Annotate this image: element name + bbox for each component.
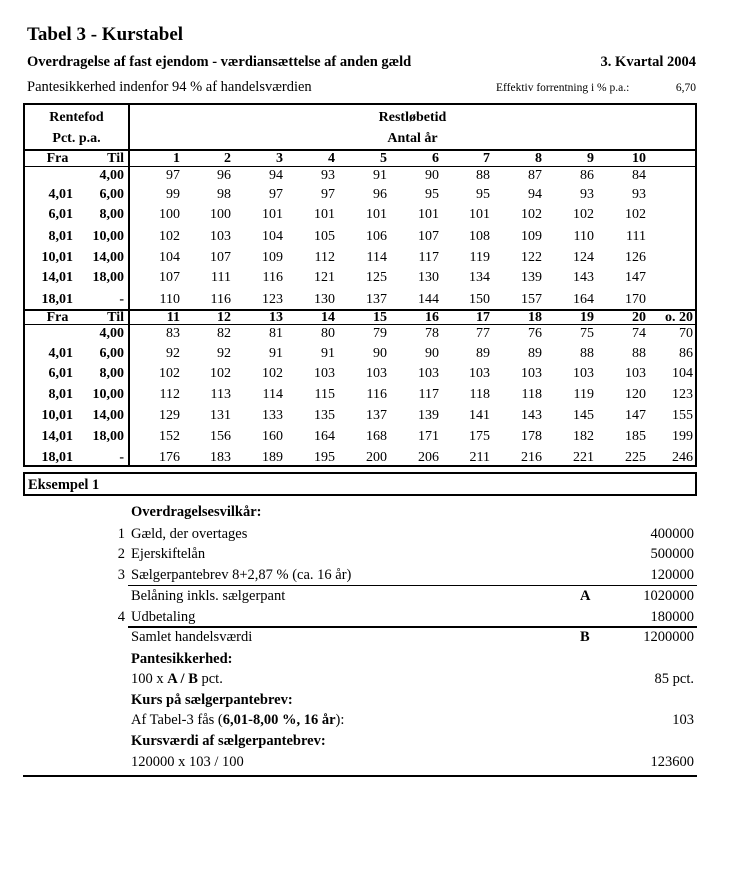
table-cell: 81 xyxy=(269,326,283,341)
subtitle: Overdragelse af fast ejendom - værdiansættelse af anden gæld xyxy=(27,54,412,70)
col-from-header: Fra xyxy=(46,310,69,325)
table-cell: 120 xyxy=(625,387,646,402)
table-cell: 176 xyxy=(159,450,180,465)
table-cell: 134 xyxy=(469,270,490,285)
year-header: 3 xyxy=(276,151,283,166)
table-cell: 90 xyxy=(425,346,439,361)
table-cell: 103 xyxy=(469,366,490,381)
row-from: 14,01 xyxy=(41,429,73,444)
row-to: 8,00 xyxy=(99,366,124,381)
row-to: 10,00 xyxy=(92,229,124,244)
year-header: 14 xyxy=(321,310,335,325)
year-header: 18 xyxy=(528,310,542,325)
table-border-top xyxy=(23,103,697,105)
row-to: - xyxy=(119,292,124,307)
year-header: 9 xyxy=(587,151,594,166)
table-cell: 206 xyxy=(418,450,439,465)
price-value: 103 xyxy=(672,712,694,728)
table-cell: 114 xyxy=(366,250,387,265)
table-cell: 78 xyxy=(425,326,439,341)
coverage-text: Pantesikkerhed indenfor 94 % af handelsværdien xyxy=(27,79,312,95)
rate-value: 6,70 xyxy=(675,82,696,94)
table-cell: 144 xyxy=(418,292,439,307)
row-from: 6,01 xyxy=(48,207,73,222)
table-cell: 109 xyxy=(521,229,542,244)
table-cell: 89 xyxy=(528,346,542,361)
item-3-label: Sælgerpantebrev 8+2,87 % (ca. 16 år) xyxy=(131,567,352,583)
table-cell: 86 xyxy=(580,168,594,183)
item-2-number: 2 xyxy=(117,546,125,562)
table-cell: 75 xyxy=(580,326,594,341)
restlobetid-header: Restløbetid xyxy=(378,110,447,125)
price-heading: Kurs på sælgerpantebrev: xyxy=(131,692,293,708)
price-formula xyxy=(131,711,344,729)
table-cell: 102 xyxy=(573,207,594,222)
security-value: 85 pct. xyxy=(654,671,694,687)
table-cell: 118 xyxy=(521,387,542,402)
total-marker: B xyxy=(580,629,590,645)
table-cell: 95 xyxy=(476,187,490,202)
table-cell: 103 xyxy=(521,366,542,381)
table-cell: 195 xyxy=(314,450,335,465)
table-cell: 189 xyxy=(262,450,283,465)
table-cell: 106 xyxy=(366,229,387,244)
year-header: 15 xyxy=(373,310,387,325)
table-cell: 89 xyxy=(476,346,490,361)
table-cell: 123 xyxy=(262,292,283,307)
row-from: 4,01 xyxy=(48,346,73,361)
table-cell: 103 xyxy=(418,366,439,381)
table-cell: 135 xyxy=(314,408,335,423)
year-header: 4 xyxy=(328,151,335,166)
table-cell: 160 xyxy=(262,429,283,444)
table-cell: 200 xyxy=(366,450,387,465)
table-cell: 91 xyxy=(269,346,283,361)
table-cell: 88 xyxy=(476,168,490,183)
table-cell: 101 xyxy=(314,207,335,222)
table-cell: 105 xyxy=(314,229,335,244)
table-cell: 104 xyxy=(159,250,180,265)
table-cell: 137 xyxy=(366,292,387,307)
table-cell: 126 xyxy=(625,250,646,265)
example-box-left xyxy=(23,472,25,496)
loan-total-value: 1020000 xyxy=(643,588,694,604)
table-cell: 152 xyxy=(159,429,180,444)
year-header: 20 xyxy=(632,310,646,325)
table-cell: 171 xyxy=(418,429,439,444)
item-1-number: 1 xyxy=(117,526,125,542)
value-formula: 120000 x 103 / 100 xyxy=(131,754,244,770)
year-header: 2 xyxy=(224,151,231,166)
loan-total-label: Belåning inkls. sælgerpant xyxy=(131,588,286,604)
year-header: 1 xyxy=(173,151,180,166)
table-cell: 112 xyxy=(159,387,180,402)
table-cell: 157 xyxy=(521,292,542,307)
table-cell: 96 xyxy=(373,187,387,202)
table-cell: 178 xyxy=(521,429,542,444)
table-cell: 110 xyxy=(159,292,180,307)
table-cell: 164 xyxy=(314,429,335,444)
table-cell: 99 xyxy=(166,187,180,202)
table-cell: 104 xyxy=(672,366,693,381)
example-title: Eksempel 1 xyxy=(28,477,100,493)
year-header: 7 xyxy=(483,151,490,166)
quarter-label: 3. Kvartal 2004 xyxy=(600,54,696,70)
table-cell: 90 xyxy=(373,346,387,361)
antal-ar-header: Antal år xyxy=(387,131,438,146)
table-cell: 103 xyxy=(573,366,594,381)
table-cell: 137 xyxy=(366,408,387,423)
security-formula-prefix: 100 x xyxy=(131,671,168,687)
year-header: 11 xyxy=(166,310,180,325)
col-to-header: Til xyxy=(107,151,124,166)
item-1-label: Gæld, der overtages xyxy=(131,526,248,542)
table-cell: 123 xyxy=(672,387,693,402)
table-cell: 100 xyxy=(159,207,180,222)
table-cell: 119 xyxy=(469,250,490,265)
col-from-header: Fra xyxy=(46,151,69,166)
table-cell: 102 xyxy=(625,207,646,222)
table-cell: 102 xyxy=(521,207,542,222)
table-cell: 111 xyxy=(626,229,646,244)
year-header: 10 xyxy=(632,151,646,166)
pct-header: Pct. p.a. xyxy=(52,131,101,146)
row-to: 14,00 xyxy=(92,250,124,265)
table-cell: 131 xyxy=(210,408,231,423)
table-cell: 141 xyxy=(469,408,490,423)
table-cell: 155 xyxy=(672,408,693,423)
col-to-header: Til xyxy=(107,310,124,325)
row-from: 6,01 xyxy=(48,366,73,381)
payment-label: Udbetaling xyxy=(131,609,196,625)
item-3-value: 120000 xyxy=(650,567,694,583)
table-cell: 94 xyxy=(528,187,542,202)
security-formula xyxy=(131,670,223,688)
row-to: 8,00 xyxy=(99,207,124,222)
table-cell: 170 xyxy=(625,292,646,307)
table-cell: 97 xyxy=(321,187,335,202)
table-cell: 84 xyxy=(632,168,646,183)
table-cell: 122 xyxy=(521,250,542,265)
table-cell: 139 xyxy=(521,270,542,285)
security-heading: Pantesikkerhed: xyxy=(131,651,233,667)
table-cell: 101 xyxy=(418,207,439,222)
table-cell: 98 xyxy=(217,187,231,202)
table-cell: 80 xyxy=(321,326,335,341)
example-box-top xyxy=(23,472,697,474)
total-label: Samlet handelsværdi xyxy=(131,629,253,645)
table-cell: 147 xyxy=(625,270,646,285)
loan-total-marker: A xyxy=(580,588,591,604)
year-header: 8 xyxy=(535,151,542,166)
table-cell: 112 xyxy=(314,250,335,265)
year-header: 16 xyxy=(425,310,439,325)
table-cell: 109 xyxy=(262,250,283,265)
rate-label: Effektiv forrentning i % p.a.: xyxy=(496,82,630,94)
year-header: o. 20 xyxy=(665,310,693,325)
row-from: 8,01 xyxy=(48,387,73,402)
table-cell: 130 xyxy=(418,270,439,285)
table-cell: 118 xyxy=(469,387,490,402)
security-formula-suffix: pct. xyxy=(197,671,223,687)
table-cell: 91 xyxy=(373,168,387,183)
item-2-value: 500000 xyxy=(650,546,694,562)
table-cell: 79 xyxy=(373,326,387,341)
conditions-heading: Overdragelsesvilkår: xyxy=(131,504,262,520)
table-cell: 199 xyxy=(672,429,693,444)
table-cell: 117 xyxy=(418,250,439,265)
price-formula-prefix: Af Tabel-3 fås ( xyxy=(131,712,223,728)
year-header: 12 xyxy=(217,310,231,325)
table-cell: 93 xyxy=(321,168,335,183)
table-cell: 107 xyxy=(210,250,231,265)
table-cell: 216 xyxy=(521,450,542,465)
table-cell: 111 xyxy=(211,270,231,285)
table-cell: 92 xyxy=(217,346,231,361)
table-cell: 221 xyxy=(573,450,594,465)
table-cell: 102 xyxy=(210,366,231,381)
row-from: 10,01 xyxy=(41,408,73,423)
table-cell: 246 xyxy=(672,450,693,465)
table-cell: 156 xyxy=(210,429,231,444)
page-title: Tabel 3 - Kurstabel xyxy=(27,24,184,45)
price-formula-suffix: ): xyxy=(335,712,345,728)
payment-value: 180000 xyxy=(650,609,694,625)
example-box-bottom xyxy=(23,494,697,496)
table-cell: 87 xyxy=(528,168,542,183)
table-cell: 114 xyxy=(262,387,283,402)
table-cell: 133 xyxy=(262,408,283,423)
row-from: 4,01 xyxy=(48,187,73,202)
table-cell: 175 xyxy=(469,429,490,444)
table-cell: 90 xyxy=(425,168,439,183)
value-heading: Kursværdi af sælgerpantebrev: xyxy=(131,733,326,749)
table-cell: 185 xyxy=(625,429,646,444)
total-value: 1200000 xyxy=(643,629,694,645)
table-cell: 76 xyxy=(528,326,542,341)
table-cell: 93 xyxy=(580,187,594,202)
table-cell: 101 xyxy=(469,207,490,222)
table-cell: 86 xyxy=(679,346,693,361)
row-to: 18,00 xyxy=(92,429,124,444)
year-header: 5 xyxy=(380,151,387,166)
table-border-right xyxy=(695,103,697,467)
row-to: 4,00 xyxy=(99,168,124,183)
table-cell: 115 xyxy=(314,387,335,402)
table-cell: 104 xyxy=(262,229,283,244)
item-2-label: Ejerskiftelån xyxy=(131,546,206,562)
table-cell: 119 xyxy=(573,387,594,402)
table-cell: 113 xyxy=(210,387,231,402)
security-formula-ratio: A / B xyxy=(167,671,198,687)
item-1-value: 400000 xyxy=(650,526,694,542)
table-cell: 103 xyxy=(314,366,335,381)
table-cell: 143 xyxy=(573,270,594,285)
table-cell: 150 xyxy=(469,292,490,307)
year-header: 17 xyxy=(476,310,490,325)
table-cell: 130 xyxy=(314,292,335,307)
table-cell: 116 xyxy=(366,387,387,402)
table-cell: 94 xyxy=(269,168,283,183)
row-to: 6,00 xyxy=(99,346,124,361)
example-box-right xyxy=(695,472,697,496)
table-cell: 129 xyxy=(159,408,180,423)
value-result: 123600 xyxy=(650,754,694,770)
table-cell: 211 xyxy=(469,450,490,465)
table-cell: 103 xyxy=(625,366,646,381)
row-from: 18,01 xyxy=(41,292,73,307)
row-to: - xyxy=(119,450,124,465)
year-header: 13 xyxy=(269,310,283,325)
table-cell: 101 xyxy=(262,207,283,222)
row-from: 8,01 xyxy=(48,229,73,244)
table-cell: 145 xyxy=(573,408,594,423)
table-cell: 117 xyxy=(418,387,439,402)
table-cell: 100 xyxy=(210,207,231,222)
table-cell: 96 xyxy=(217,168,231,183)
table-cell: 143 xyxy=(521,408,542,423)
table-cell: 168 xyxy=(366,429,387,444)
table-cell: 102 xyxy=(159,229,180,244)
table-cell: 183 xyxy=(210,450,231,465)
year-header: 6 xyxy=(432,151,439,166)
item-3-number: 3 xyxy=(117,567,125,583)
table-cell: 125 xyxy=(366,270,387,285)
row-to: 14,00 xyxy=(92,408,124,423)
table-cell: 103 xyxy=(366,366,387,381)
table-cell: 108 xyxy=(469,229,490,244)
table-cell: 74 xyxy=(632,326,646,341)
table-cell: 82 xyxy=(217,326,231,341)
table-cell: 88 xyxy=(580,346,594,361)
table-cell: 97 xyxy=(269,187,283,202)
row-to: 10,00 xyxy=(92,387,124,402)
example-bottom-rule xyxy=(23,775,697,777)
table-cell: 107 xyxy=(159,270,180,285)
table-cell: 91 xyxy=(321,346,335,361)
sum-rule-1 xyxy=(128,585,697,586)
row-from: 10,01 xyxy=(41,250,73,265)
table-cell: 147 xyxy=(625,408,646,423)
table-cell: 182 xyxy=(573,429,594,444)
year-header: 19 xyxy=(580,310,594,325)
row-to: 6,00 xyxy=(99,187,124,202)
table-cell: 88 xyxy=(632,346,646,361)
table-cell: 102 xyxy=(262,366,283,381)
table-cell: 102 xyxy=(159,366,180,381)
table-cell: 110 xyxy=(573,229,594,244)
table-cell: 95 xyxy=(425,187,439,202)
table-cell: 124 xyxy=(573,250,594,265)
payment-number: 4 xyxy=(117,609,125,625)
table-cell: 116 xyxy=(262,270,283,285)
row-from: 18,01 xyxy=(41,450,73,465)
table-cell: 139 xyxy=(418,408,439,423)
row-to: 18,00 xyxy=(92,270,124,285)
table-cell: 83 xyxy=(166,326,180,341)
row-from: 14,01 xyxy=(41,270,73,285)
table-cell: 97 xyxy=(166,168,180,183)
table-cell: 93 xyxy=(632,187,646,202)
table-cell: 101 xyxy=(366,207,387,222)
table-cell: 107 xyxy=(418,229,439,244)
table-cell: 70 xyxy=(679,326,693,341)
table-cell: 225 xyxy=(625,450,646,465)
price-formula-range: 6,01-8,00 %, 16 år xyxy=(222,712,336,728)
table-cell: 116 xyxy=(210,292,231,307)
rentefod-header: Rentefod xyxy=(49,110,104,125)
row-to: 4,00 xyxy=(99,326,124,341)
table-cell: 92 xyxy=(166,346,180,361)
table-cell: 121 xyxy=(314,270,335,285)
table-cell: 164 xyxy=(573,292,594,307)
table-cell: 77 xyxy=(476,326,490,341)
table-cell: 103 xyxy=(210,229,231,244)
